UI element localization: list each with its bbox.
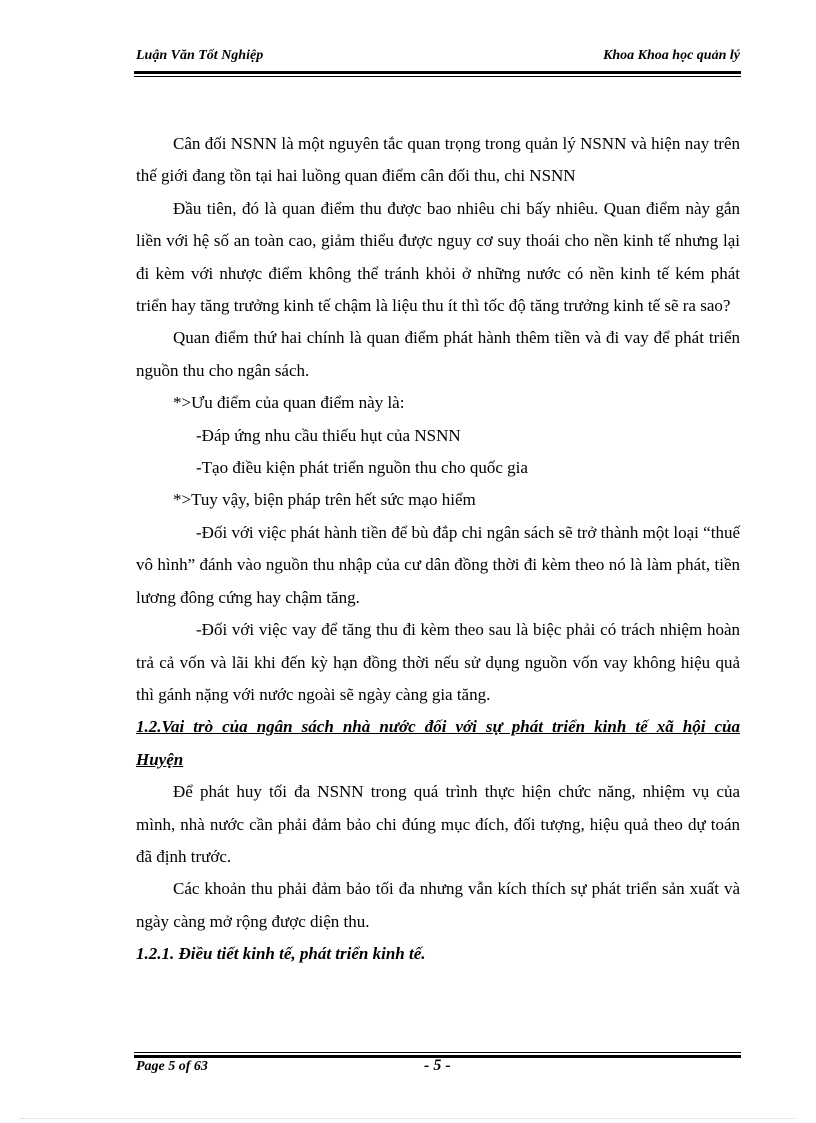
paragraph-second-view: Quan điểm thứ hai chính là quan điểm phát hành thêm tiền và đi vay để phát triển nguồn thu cho ngân sách.	[136, 328, 740, 380]
footer-rule-thin	[134, 1052, 741, 1053]
paragraph-balance-intro: Cân đối NSNN là một nguyên tắc quan trọng trong quản lý NSNN và hiện nay trên thế giới đang tồn tại hai luồng quan điểm cân đối thu, chi NSNN	[136, 134, 740, 186]
paragraph-first-view: Đầu tiên, đó là quan điểm thu được bao nhiêu chi bấy nhiêu. Quan điểm này gắn liền với hệ số an toàn cao, giảm thiểu được nguy cơ suy thoái cho nền kinh tế nhưng lại đi kèm với nhược điểm không thể tránh khỏi ở những nước có nền kinh tế kém phát triển hay tăng trưởng kinh tế chậm là liệu thu ít thì tốc độ tăng trưởng kinh tế sẽ ra sao?	[136, 198, 740, 316]
paragraph-advantages-label: *>Ưu điểm của quan điểm này là:	[173, 393, 405, 413]
paragraph-risk-borrow: -Đối với việc vay để tăng thu đi kèm theo sau là biệc phải có trách nhiệm hoàn trả cả vốn và lãi khi đến kỳ hạn đồng thời nếu sử dụng nguồn vốn vay không hiệu quả thì gánh nặng với nước ngoài sẽ ngày càng gia tăng.	[136, 620, 740, 704]
page-header	[136, 48, 740, 70]
footer-page-number: - 5 -	[424, 1057, 451, 1074]
header-thesis-title: Luận Văn Tốt Nghiệp	[136, 48, 264, 63]
heading-1-2-1: 1.2.1. Điều tiết kinh tế, phát triển kinh tế.	[136, 944, 426, 964]
document-body	[136, 128, 740, 971]
heading-1-2-line2: Huyện	[136, 749, 184, 769]
paragraph-revenue: Các khoản thu phải đảm bảo tối đa nhưng vẫn kích thích sự phát triển sản xuất và ngày càng mở rộng được diện thu.	[136, 879, 740, 931]
paragraph-maximize-nsnn: Để phát huy tối đa NSNN trong quá trình thực hiện chức năng, nhiệm vụ của mình, nhà nước cần phải đảm bảo chi đúng mục đích, đối tượng, hiệu quả theo dự toán đã định trước.	[136, 782, 740, 866]
header-rule-thick	[134, 71, 741, 74]
paragraph-risk-money: -Đối với việc phát hành tiền để bù đắp chi ngân sách sẽ trở thành một loại “thuế vô hình” đánh vào nguồn thu nhập của cư dân đồng thời đi kèm theo nó là làm phát, tiền lương đông cứng hay chậm tăng.	[136, 522, 740, 607]
page-footer	[136, 1059, 740, 1081]
page-edge-dotted-line	[20, 1118, 796, 1119]
paragraph-risk-label: *>Tuy vậy, biện pháp trên hết sức mạo hiểm	[173, 490, 476, 510]
paragraph-advantage-2: -Tạo điều kiện phát triển nguồn thu cho quốc gia	[196, 458, 528, 478]
header-rule-thin	[134, 76, 741, 77]
paragraph-advantage-1: -Đáp ứng nhu cầu thiếu hụt của NSNN	[196, 425, 461, 445]
footer-page-of: Page 5 of 63	[136, 1059, 208, 1074]
header-faculty: Khoa Khoa học quản lý	[603, 48, 740, 63]
heading-1-2-line1: 1.2.Vai trò của ngân sách nhà nước đối với sự phát triển kinh tế xã hội của	[136, 717, 740, 737]
